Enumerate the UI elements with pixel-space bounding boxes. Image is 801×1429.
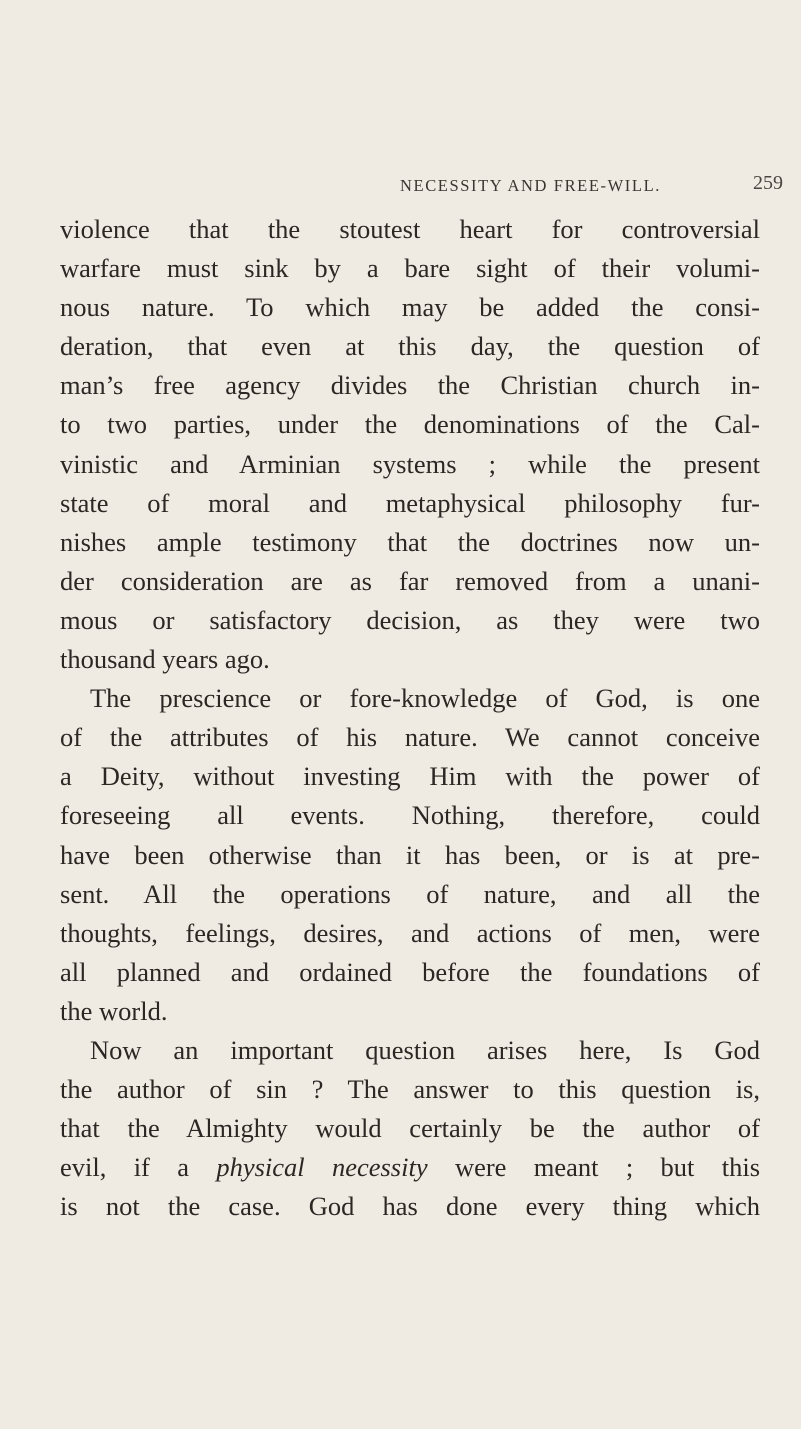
text-line: thoughts, feelings, desires, and actions of men, were [60,917,760,948]
text-segment: were meant ; but this [427,1152,760,1183]
text-line: the world. [60,995,168,1026]
text-line-with-italic [60,1148,760,1187]
text-segment: evil, if a [60,1152,217,1183]
text-line: foreseeing all events. Nothing, therefore, could [60,800,760,831]
text-line: is not the case. God has done every thing which [60,1191,760,1222]
running-head [0,172,801,200]
text-line: nous nature. To which may be added the consi- [60,292,760,323]
text-line: a Deity, without investing Him with the power of [60,761,760,792]
text-line: man’s free agency divides the Christian church in- [60,370,760,401]
text-line: that the Almighty would certainly be the author of [60,1113,760,1144]
text-line: all planned and ordained before the foundations of [60,956,760,987]
italic-phrase: physical necessity [216,1152,428,1183]
text-line: vinistic and Arminian systems ; while the present [60,448,760,479]
text-line: warfare must sink by a bare sight of their volumi- [60,253,760,284]
text-line: thousand years ago. [60,644,270,675]
running-head-title: NECESSITY AND FREE-WILL. [400,176,661,195]
text-line: have been otherwise than it has been, or is at pre- [60,839,760,870]
text-line: sent. All the operations of nature, and all the [60,878,760,909]
text-line: deration, that even at this day, the question of [60,331,760,362]
paragraph-start-line: Now an important question arises here, Is God [90,1034,760,1065]
text-line: state of moral and metaphysical philosophy fur- [60,487,760,518]
text-line: der consideration are as far removed from a unani- [60,565,760,596]
body-text [60,210,760,1226]
paragraph-start-line: The prescience or fore-knowledge of God, is one [90,683,760,714]
text-line: nishes ample testimony that the doctrines now un- [60,526,760,557]
page-number: 259 [753,172,783,194]
text-line: of the attributes of his nature. We cannot conceive [60,722,760,753]
text-line: to two parties, under the denominations of the Cal- [60,409,760,440]
text-line: mous or satisfactory decision, as they were two [60,604,760,635]
text-line: violence that the stoutest heart for controversial [60,214,760,244]
text-line: the author of sin ? The answer to this question is, [60,1074,760,1105]
